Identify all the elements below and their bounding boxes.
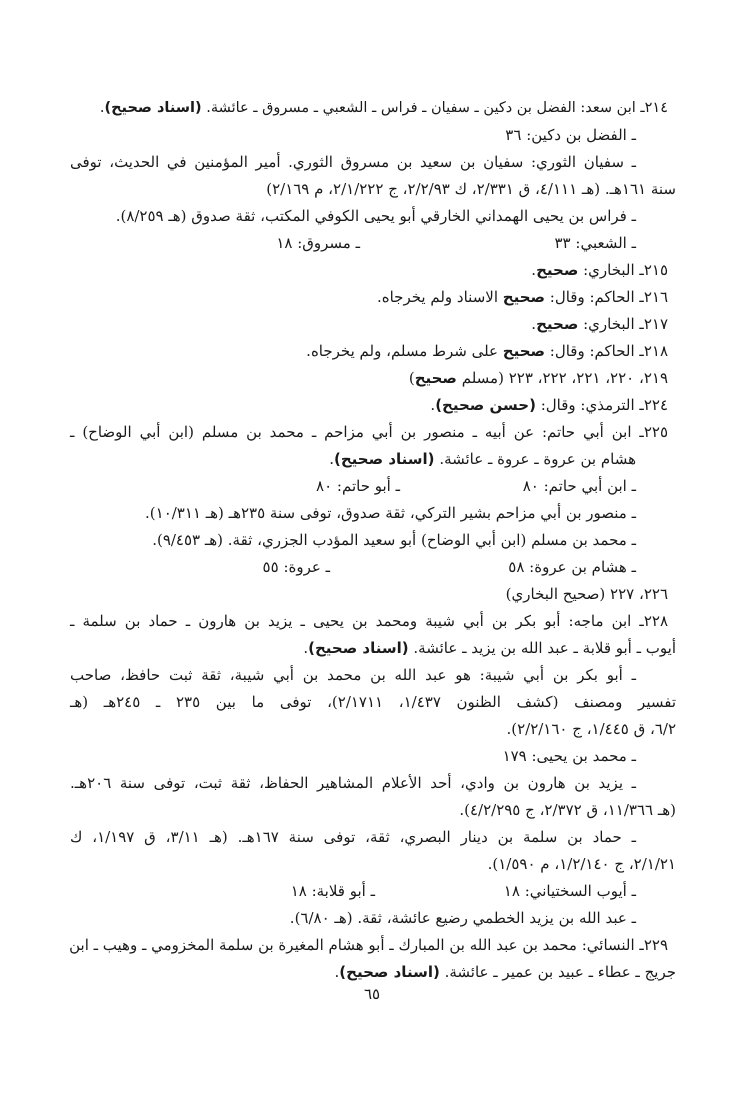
text-run: ٢٢٩ـ النسائي: محمد بن عبد الله بن المبارك ـ أبو هشام المغيرة بن سلمة المخزومي ـ وهيب ـ ابن <box>69 936 668 954</box>
text-run: ٢١٤ـ ابن سعد: الفضل بن دكين ـ سفيان ـ فراس ـ الشعبي ـ مسروق ـ عائشة. <box>201 100 668 116</box>
text-line <box>270 636 676 660</box>
narrator-count: ـ ابن أبي حاتم: ٨٠ <box>522 477 636 495</box>
text-line <box>240 906 636 930</box>
text-line <box>400 312 668 336</box>
text-run: ـ أبو بكر بن أبي شيبة: هو عبد الله بن محمد بن أبي شيبة، ثقة ثبت حافظ، صاحب <box>70 666 636 684</box>
text-run: ٢١٨ـ الحاكم: وقال: <box>545 342 668 360</box>
text-line <box>400 258 668 282</box>
text-run: جريج ـ عطاء ـ عبيد بن عمير ـ عائشة. <box>439 963 676 981</box>
text-line <box>70 933 668 957</box>
text-line <box>140 501 636 525</box>
grading-label: (اسناد صحيح) <box>104 100 202 116</box>
text-line <box>300 852 676 876</box>
text-run: ٢٢٨ـ ابن ماجه: أبو بكر بن أبي شيبة ومحمد بن يحيى ـ يزيد بن هارون ـ حماد بن سلمة ـ <box>70 612 668 630</box>
grading-label: صحيح <box>502 342 546 360</box>
text-run: أيوب ـ أبو قلابة ـ عبد الله بن يزيد ـ عائشة. <box>408 639 676 657</box>
text-line <box>92 204 636 228</box>
text-run: ـ سفيان الثوري: سفيان بن سعيد بن مسروق الثوري. أمير المؤمنين في الحديث، توفى <box>70 153 636 171</box>
text-line <box>70 771 636 795</box>
text-run: . <box>334 963 340 981</box>
grading-label: صحيح <box>414 369 457 387</box>
text-run: هشام بن عروة ـ عروة ـ عائشة. <box>434 450 636 468</box>
text-line <box>70 825 636 849</box>
text-line <box>280 960 676 984</box>
text-run: تفسير ومصنف (كشف الظنون ١/٤٣٧، ٢/١٧١١)، توفى ما بين ٢٣٥ ـ ٢٤٥هـ (هـ <box>70 693 677 711</box>
text-line <box>70 609 668 633</box>
narrator-count: ـ مسروق: ١٨ <box>276 234 360 252</box>
text-line <box>380 393 668 417</box>
narrator-count: ـ الشعبي: ٣٣ <box>554 234 636 252</box>
text-run: سنة ١٦١هـ. (هـ ٤/١١١، ق ٢/٣٣١، ك ٢/٢/٩٣، ج ٢/١/٢٢٢، م ٢/١٦٩) <box>266 180 676 198</box>
text-run: ٢٢٥ـ ابن أبي حاتم: عن أبيه ـ منصور بن أبي مزاحم ـ محمد بن مسلم (ابن أبي الوضاح) ـ <box>70 423 668 441</box>
text-run: ـ يزيد بن هارون بن وادي، أحد الأعلام المشاهير الحفاظ، ثقة ثبت، توفى سنة ٢٠٦هـ. <box>70 774 636 792</box>
text-line <box>400 717 676 741</box>
text-run: . <box>303 639 309 657</box>
text-line <box>270 447 636 471</box>
text-line <box>350 798 676 822</box>
narrator-count: ـ هشام بن عروة: ٥٨ <box>508 558 636 576</box>
text-run: ـ محمد بن يحيى: ١٧٩ <box>502 747 636 765</box>
text-run: (هـ ١١/٣٦٦، ق ٢/٣٧٢، ج ٤/٢/٢٩٥). <box>459 801 676 819</box>
narrator-count: ـ أبو قلابة: ١٨ <box>290 882 375 900</box>
grading-label: (اسناد صحيح) <box>308 639 409 657</box>
text-run: على شرط مسلم، ولم يخرجاه. <box>306 342 503 360</box>
text-line <box>98 96 668 120</box>
text-run: ٦/٢، ق ١/٤٤٥، ج ٢/٢/١٦٠). <box>506 720 676 738</box>
narrator-count: ـ أيوب السختياني: ١٨ <box>503 882 636 900</box>
text-line <box>70 690 676 714</box>
text-run: ـ فراس بن يحيى الهمداني الخارقي أبو يحيى الكوفي المكتب، ثقة صدوق (هـ ٨/٢٥٩). <box>115 207 636 225</box>
text-run: ـ منصور بن أبي مزاحم بشير التركي، ثقة صدوق، توفى سنة ٢٣٥هـ (هـ ١٠/٣١١). <box>145 504 636 522</box>
text-run: ٢/١/٢١، ج ١/٢/١٤٠، م ١/٥٩٠). <box>487 855 676 873</box>
grading-label: صحيح <box>536 315 579 333</box>
text-run: الاسناد ولم يخرجاه. <box>376 288 503 306</box>
text-line <box>400 123 636 147</box>
text-run: ٢١٥ـ البخاري: <box>578 261 668 279</box>
text-run: . <box>99 100 105 116</box>
text-run: . <box>430 396 436 414</box>
text-run: ٢٢٦، ٢٢٧ (صحيح البخاري) <box>505 585 668 603</box>
text-run: ـ عبد الله بن يزيد الخطمي رضيع عائشة، ثقة. (هـ ٦/٨٠). <box>289 909 636 927</box>
grading-label: (اسناد صحيح) <box>334 450 435 468</box>
text-line <box>140 528 636 552</box>
text-line <box>420 744 636 768</box>
text-run: . <box>531 261 537 279</box>
grading-label: (اسناد صحيح) <box>339 963 440 981</box>
narrator-count: ـ أبو حاتم: ٨٠ <box>316 477 400 495</box>
text-run: ٢٢٤ـ الترمذي: وقال: <box>535 396 668 414</box>
text-run: ـ حماد بن سلمة بن دينار البصري، ثقة، توفى سنة ١٦٧هـ. (هـ ٣/١١، ق ١/١٩٧، ك <box>70 828 637 846</box>
text-run: . <box>329 450 335 468</box>
text-run: ) <box>408 369 415 387</box>
text-line <box>330 366 668 390</box>
text-line <box>480 582 668 606</box>
text-run: ٢١٧ـ البخاري: <box>578 315 668 333</box>
text-run: ـ الفضل بن دكين: ٣٦ <box>505 126 636 144</box>
narrator-count: ـ عروة: ٥٥ <box>262 558 330 576</box>
text-run: ٢١٩، ٢٢٠، ٢٢١، ٢٢٢، ٢٢٣ (مسلم <box>456 369 668 387</box>
grading-label: (حسن صحيح) <box>435 396 536 414</box>
text-run: . <box>531 315 537 333</box>
text-line <box>70 150 636 174</box>
grading-label: صحيح <box>502 288 546 306</box>
page-number: ٦٥ <box>363 985 381 1003</box>
text-line <box>70 420 668 444</box>
text-line <box>70 663 636 687</box>
text-line <box>190 177 676 201</box>
grading-label: صحيح <box>536 261 579 279</box>
text-run: ٢١٦ـ الحاكم: وقال: <box>545 288 668 306</box>
text-line <box>240 339 668 363</box>
text-line <box>300 285 668 309</box>
text-run: ـ محمد بن مسلم (ابن أبي الوضاح) أبو سعيد المؤدب الجزري، ثقة. (هـ ٩/٤٥٣). <box>152 531 636 549</box>
